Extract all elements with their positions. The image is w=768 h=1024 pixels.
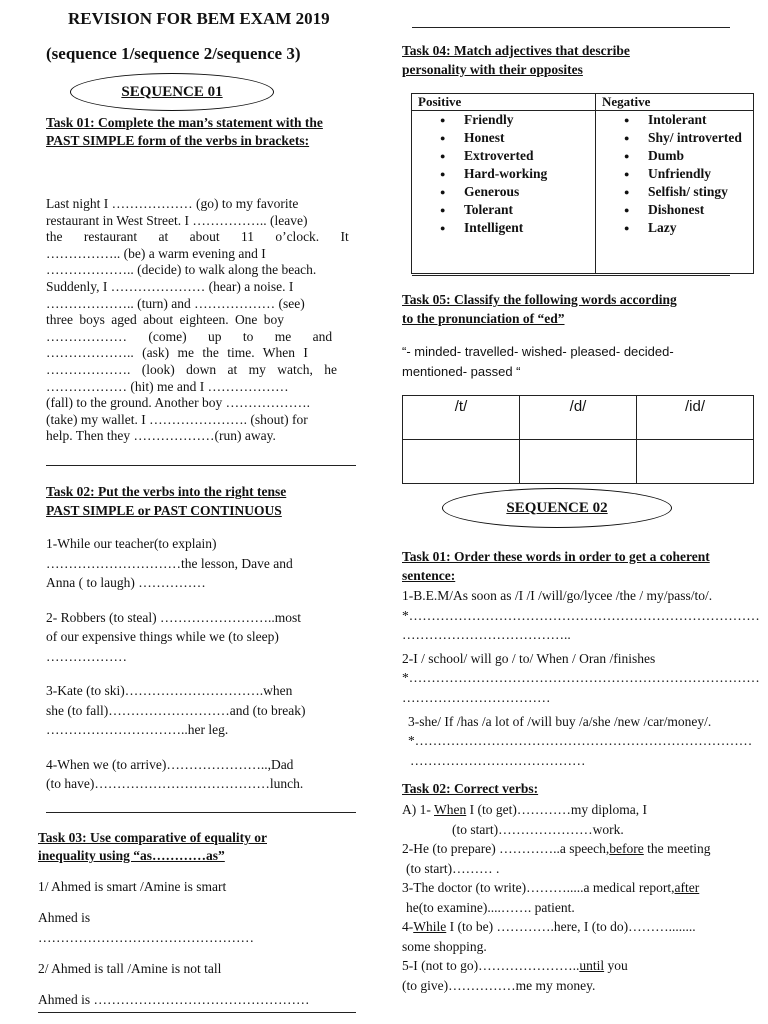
text-line: *……………………………………………………………………	[402, 670, 760, 686]
task04-heading: Task 04: Match adjectives that describe	[402, 43, 630, 58]
text-line: she (to fall)………………………and (to break)	[46, 702, 306, 718]
text-line: …………….. (be) a warm evening and I	[46, 245, 266, 261]
negative-adjective: ● Dishonest	[596, 201, 753, 219]
text-span: 5-I (not to go)…………………..	[402, 958, 580, 973]
task05-subheading: to the pronunciation of “ed”	[402, 311, 565, 326]
sequence-02-text: SEQUENCE 02	[506, 499, 608, 516]
conjunction: While	[413, 919, 447, 934]
text-line: Suddenly, I ………………… (hear) a noise. I	[46, 278, 294, 294]
sequence-01-text: SEQUENCE 01	[121, 83, 223, 100]
text-span: A) 1-	[402, 802, 434, 817]
positive-adjective: ● Generous	[412, 183, 595, 201]
text-span: I (to get)…………my diploma, I	[466, 802, 647, 817]
column-id: /id/	[637, 396, 754, 440]
text-line: ………………. (look) down at my watch, he	[46, 361, 337, 377]
seq2-task01-subheading: sentence:	[402, 568, 456, 583]
text-line: 2- Robbers (to steal) ……………………..most	[46, 609, 301, 625]
conjunction: before	[609, 841, 644, 856]
positive-adjective: ● Hard-working	[412, 165, 595, 183]
seq2-task01-heading: Task 01: Order these words in order to get a coherent	[402, 549, 710, 564]
task03-item2: 2/ Ahmed is tall /Amine is not tall	[38, 961, 222, 976]
sequence-02-label	[442, 488, 672, 528]
conjunction: until	[579, 958, 605, 973]
text-line: ……………… (hit) me and I ………………	[46, 378, 289, 394]
seq2-task02-items	[402, 800, 768, 995]
text-line: 3-she/ If /has /a lot of /will buy /a/she /new /car/money/.	[408, 713, 712, 729]
task02-heading: Task 02: Put the verbs into the right tense	[46, 484, 287, 499]
text-line: restaurant in West Street. I …………….. (leave)	[46, 212, 308, 228]
task03-answer-line: Ahmed is …………………………………………	[38, 992, 310, 1007]
negative-adjective: ● Unfriendly	[596, 165, 753, 183]
task05-heading: Task 05: Classify the following words according	[402, 292, 677, 307]
text-line: (take) my wallet. I …………………. (shout) for	[46, 411, 308, 427]
seq2-task02-heading: Task 02: Correct verbs:	[402, 781, 539, 796]
task03-answer-label: Ahmed is	[38, 910, 91, 925]
negative-adjective: ● Dumb	[596, 147, 753, 165]
text-line: 2-I / school/ will go / to/ When / Oran /finishes	[402, 650, 656, 666]
text-span: 4-	[402, 919, 414, 934]
text-line: 4-When we (to arrive)…………………..,Dad	[46, 756, 294, 772]
negative-column	[596, 111, 754, 274]
text-line: ……………….. (decide) to walk along the beach.	[46, 262, 317, 278]
seq2-task01-items	[402, 586, 768, 770]
positive-column	[412, 111, 596, 274]
text-line: 1-B.E.M/As soon as /I /I /will/go/lycee /the / my/pass/to/.	[402, 588, 713, 603]
divider	[38, 1012, 356, 1013]
negative-header: Negative	[596, 94, 754, 111]
text-line: *……………………………………………………………………	[402, 607, 760, 623]
text-line	[402, 956, 768, 976]
divider	[412, 27, 730, 28]
adjectives-table	[411, 93, 754, 274]
sequence-01-label	[70, 73, 274, 111]
divider	[46, 465, 356, 466]
answer-cell[interactable]	[637, 440, 754, 484]
positive-adjective: ● Extroverted	[412, 147, 595, 165]
positive-adjective: ● Honest	[412, 129, 595, 147]
text-line: ……………….. (turn) and ……………… (see)	[46, 295, 305, 311]
negative-adjective: ● Selfish/ stingy	[596, 183, 753, 201]
text-line: (to give)……………me my money.	[402, 977, 596, 993]
text-line: (to start)……… .	[406, 860, 500, 876]
conjunction: after	[674, 880, 700, 895]
positive-header: Positive	[412, 94, 596, 111]
text-line: of our expensive things while we (to sleep)	[46, 629, 279, 644]
text-line: (fall) to the ground. Another boy ……………….	[46, 395, 310, 411]
text-span: 2-He (to prepare) …………..a speech,	[402, 841, 610, 856]
text-line: …………………………the lesson, Dave and	[46, 555, 293, 571]
task05-words: “- minded- travelled- wished- pleased- decided-	[402, 344, 674, 359]
text-line	[402, 800, 768, 820]
text-span: 3-The doctor (to write)……….....a medical report,	[402, 880, 675, 895]
task03-heading: Task 03: Use comparative of equality or	[38, 830, 267, 845]
text-line: *…………………………………………………………………	[408, 733, 753, 749]
text-line: ………………………………..	[402, 627, 571, 643]
page-subtitle: (sequence 1/sequence 2/sequence 3)	[46, 44, 301, 63]
text-line	[402, 839, 768, 859]
text-line: 1-While our teacher(to explain)	[46, 536, 217, 551]
text-line	[402, 878, 768, 898]
positive-adjective: ● Intelligent	[412, 219, 595, 237]
negative-adjective: ● Shy/ introverted	[596, 129, 753, 147]
text-line	[402, 917, 768, 937]
answer-cell[interactable]	[520, 440, 637, 484]
positive-adjective: ● Tolerant	[412, 201, 595, 219]
text-line: ……………….. (ask) me the time. When I	[46, 345, 308, 361]
column-t: /t/	[403, 396, 520, 440]
page-title: REVISION FOR BEM EXAM 2019	[68, 9, 330, 28]
task03-answer-line: …………………………………………	[38, 930, 254, 945]
text-line: …………………………..her leg.	[46, 722, 229, 737]
text-line: (to have)…………………………………lunch.	[46, 776, 304, 791]
task03-item1: 1/ Ahmed is smart /Amine is smart	[38, 879, 227, 894]
text-line: Last night I ……………… (go) to my favorite	[46, 196, 299, 211]
text-line: 3-Kate (to ski)………………………….when	[46, 683, 293, 698]
answer-cell[interactable]	[403, 440, 520, 484]
task04-subheading: personality with their opposites	[402, 62, 583, 77]
conjunction: When	[434, 802, 467, 817]
task03-subheading: inequality using “as…………as”	[38, 848, 225, 863]
text-span: the meeting	[643, 841, 711, 856]
text-span: you	[604, 958, 628, 973]
task05-words: mentioned- passed “	[402, 364, 521, 379]
divider	[46, 812, 356, 813]
task02-subheading: PAST SIMPLE or PAST CONTINUOUS	[46, 503, 282, 518]
text-line: (to start)…………………work.	[452, 821, 624, 837]
positive-adjective: ● Friendly	[412, 111, 595, 129]
text-line: ……………………………	[402, 689, 551, 705]
negative-adjective: ● Intolerant	[596, 111, 753, 129]
text-line: Anna ( to laugh) ……………	[46, 575, 206, 590]
task01-heading: Task 01: Complete the man’s statement with the PAST SIMPLE form of the verbs in brackets:	[46, 115, 323, 148]
divider	[412, 275, 730, 276]
text-line: ……………… (come) up to me and	[46, 328, 333, 344]
column-d: /d/	[520, 396, 637, 440]
text-span: I (to be) ………….here, I (to do)………........	[446, 919, 696, 934]
text-line: …………………………………	[410, 752, 586, 768]
task01-paragraph	[46, 196, 356, 445]
text-line: help. Then they ………………(run) away.	[46, 428, 276, 444]
text-line: ………………	[46, 648, 127, 664]
negative-adjective: ● Lazy	[596, 219, 753, 237]
text-line: three boys aged about eighteen. One boy	[46, 312, 285, 328]
task02-items	[46, 534, 366, 794]
text-line: some shopping.	[402, 938, 487, 954]
text-line: the restaurant at about 11 o’clock. It	[46, 229, 349, 245]
text-line: he(to examine)....……. patient.	[406, 899, 575, 915]
pronunciation-table	[402, 395, 754, 484]
